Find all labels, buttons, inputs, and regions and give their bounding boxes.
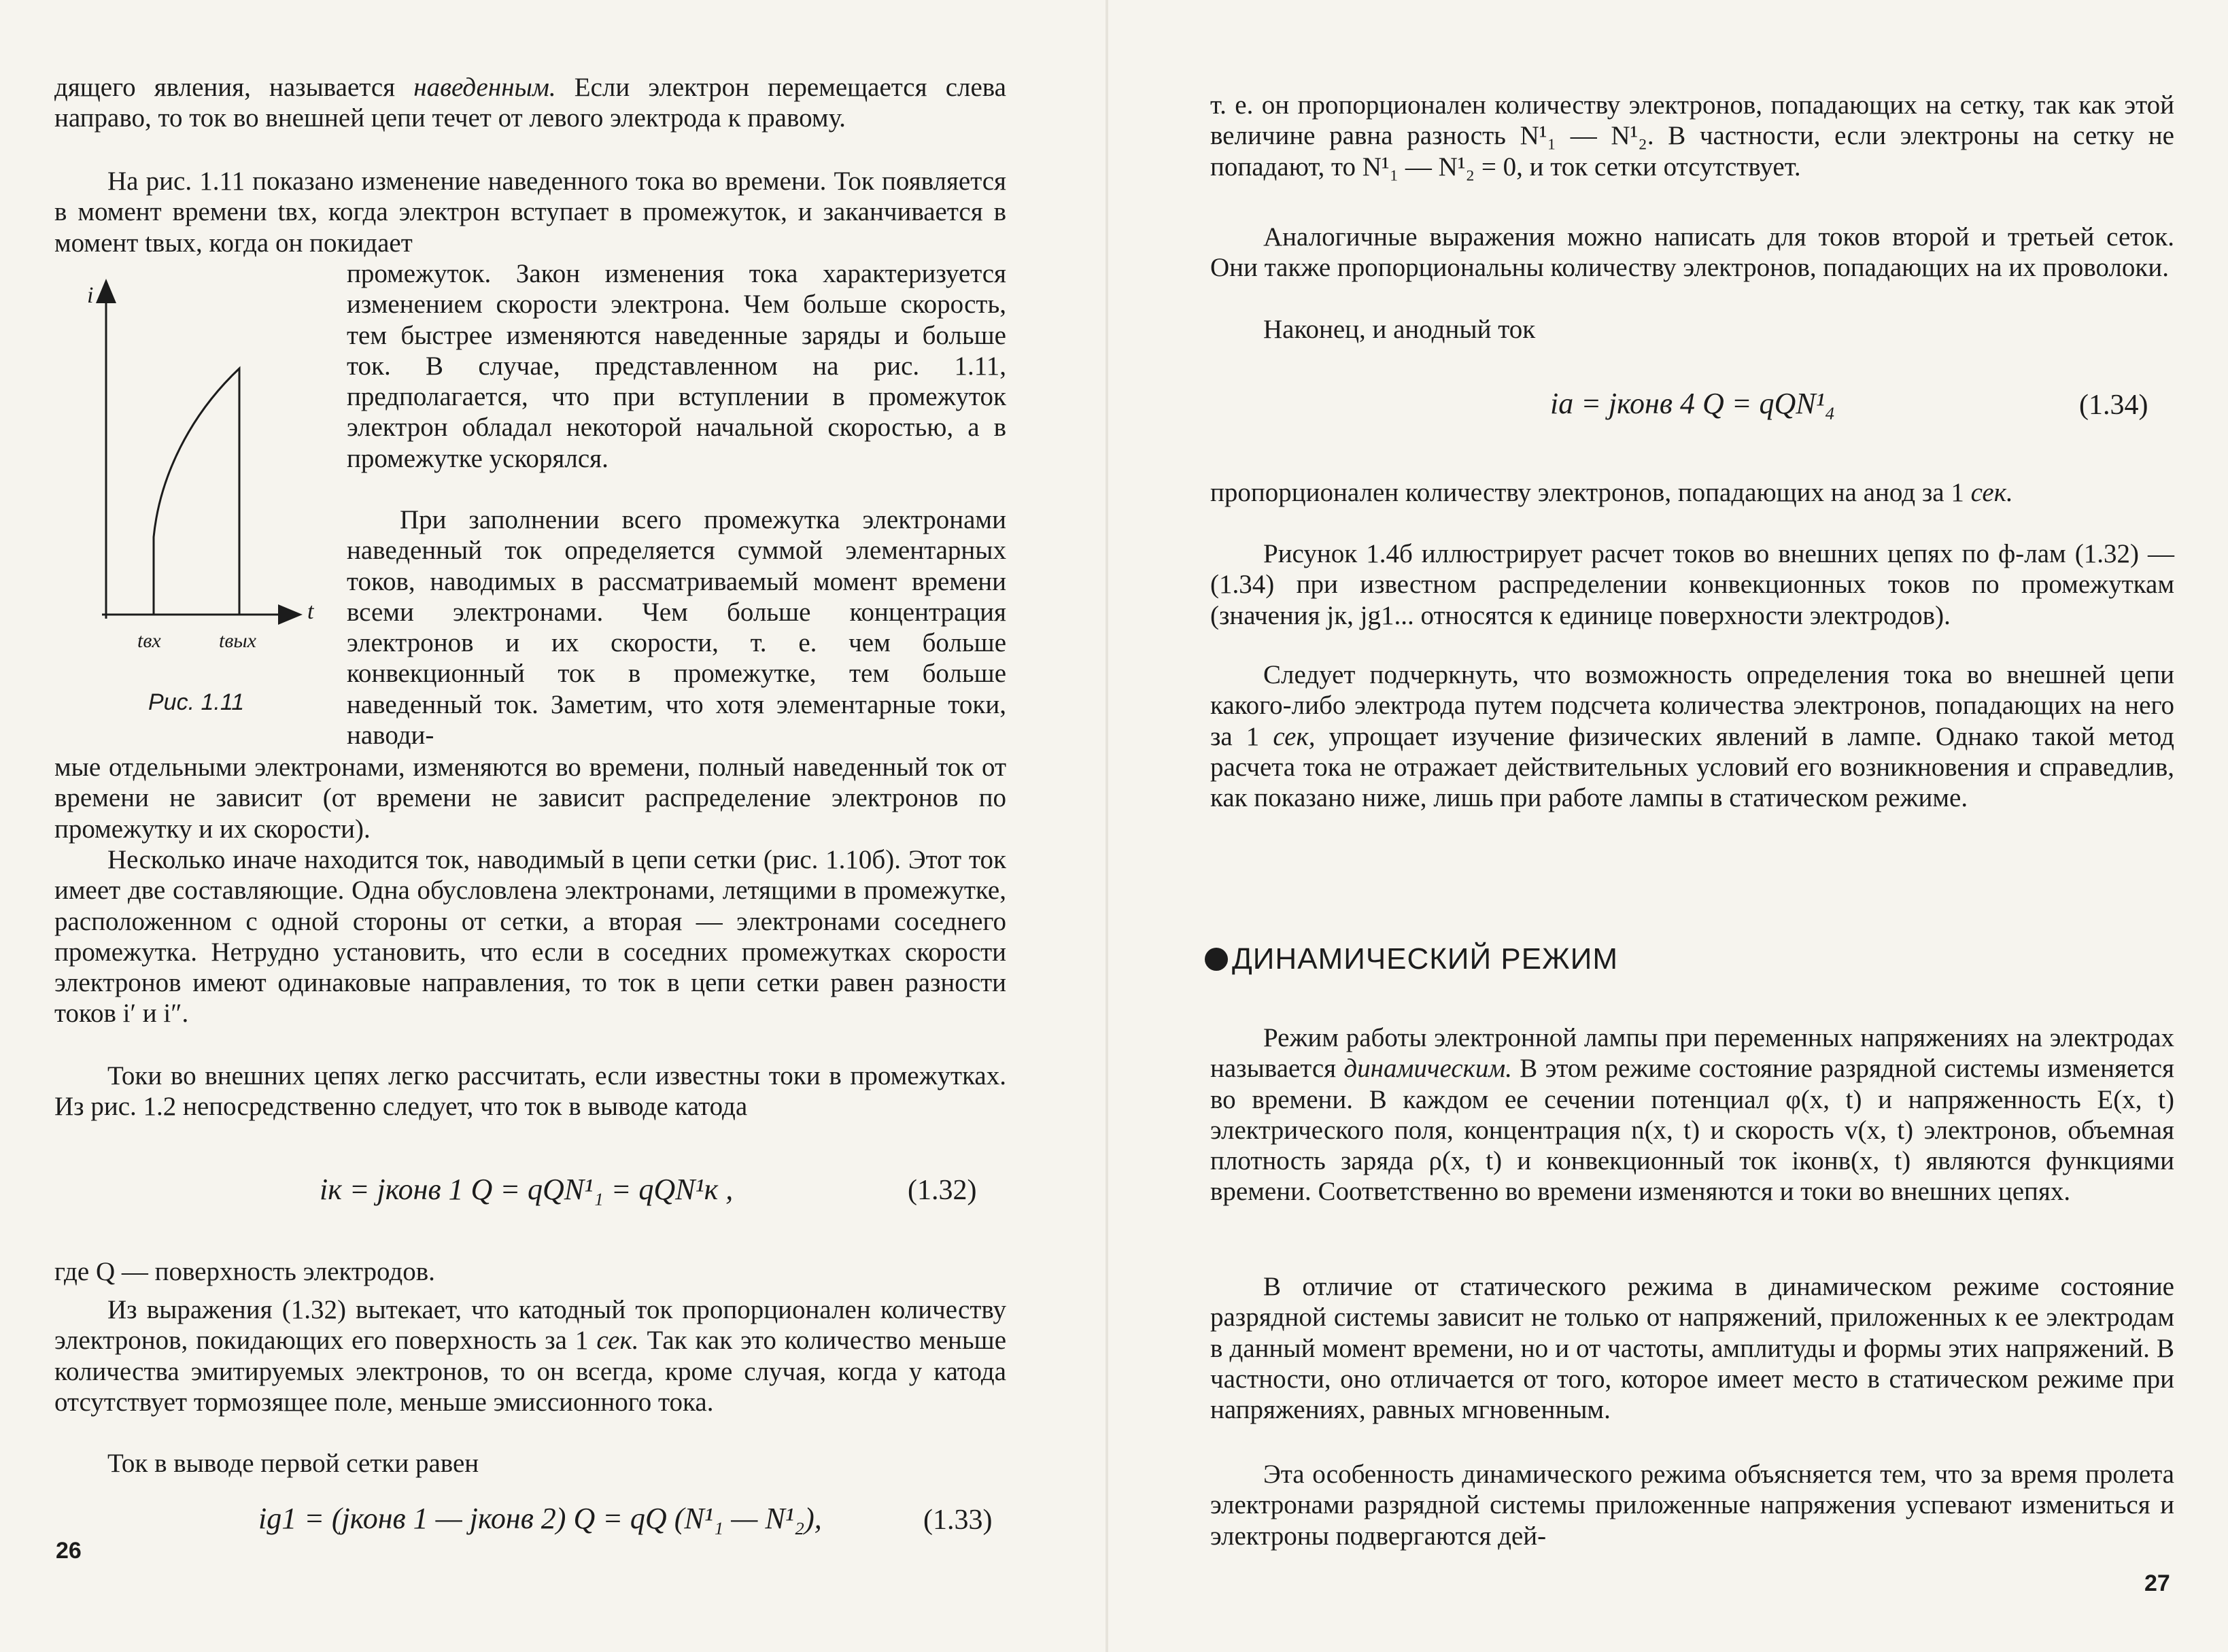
paragraph: Ток в выводе первой сетки равен bbox=[107, 1449, 479, 1478]
bullet-icon bbox=[1205, 948, 1228, 971]
paragraph: Рисунок 1.4б иллюстрирует расчет токов во внешних цепях по ф-лам (1.32) — (1.34) при известном распределении конвекционных токов по промежуткам (значения jк, jg1... относятся к единице поверхности электродов). bbox=[1210, 539, 2174, 630]
paragraph: Токи во внешних цепях легко рассчитать, если известны токи в промежутках. Из рис. 1.2 непосредственно следует, что ток в выводе катода bbox=[54, 1061, 1006, 1122]
page-number: 26 bbox=[56, 1538, 82, 1564]
paragraph: Следует подчеркнуть, что возможность определения тока во внешней цепи какого-либо электрода путем подсчета количества электронов, попадающих на него за 1 сек, упрощает изучение физических явлений в лампе. Однако такой метод расчета тока не отражает действительных условий его возникновения и справедлив, как показано ниже, лишь при работе лампы в статическом режиме. bbox=[1210, 660, 2175, 813]
paragraph: При заполнении всего промежутка электронами наведенный ток определяется суммой элементарных токов, наводимых в рассматриваемый момент времени всеми электронами. Чем больше концентрация электронов и их скорости, т. е. чем больше конвекционный ток в промежутке, тем больше наведенный ток. Заметим, что хотя элементарные токи, наводи- bbox=[347, 505, 1006, 751]
book-gutter bbox=[1106, 0, 1108, 1652]
paragraph: Режим работы электронной лампы при переменных напряжениях на электродах называется динамическим. В этом режиме состояние разрядной системы изменяется во времени. В каждом ее сечении потенциал φ(x, t) и напряженность E(x, t) электрического поля, концентрация n(x, t) и скорость v(x, t) электронов, объемная плотность заряда ρ(x, t) и конвекционный ток iконв(x, t) являются функциями времени. Соответственно во времени изменяются и токи во внешних цепях. bbox=[1210, 1023, 2174, 1207]
formula-1-32: iк = jконв 1 Q = qQN¹₁ = qQN¹к , bbox=[320, 1173, 734, 1206]
page-number: 27 bbox=[2144, 1570, 2170, 1596]
paragraph: т. е. он пропорционален количеству электронов, попадающих на сетку, так как этой величине равна разность N¹₁ — N¹₂. В частности, если электроны на сетку не попадают, то N¹₁ — N¹₂ = 0, и ток сетки отсутствует. bbox=[1210, 90, 2174, 182]
paragraph: В отличие от статического режима в динамическом режиме состояние разрядной системы зависит не только от напряжений, приложенных к ее электродам в данный момент времени, но и от частоты, амплитуды и формы этих напряжений. В частности, оно отличается от того, которое имеет место в статическом режиме при напряжениях, равных мгновенным. bbox=[1210, 1272, 2174, 1425]
paragraph: Из выражения (1.32) вытекает, что катодный ток пропорционален количеству электронов, покидающих его поверхность за 1 сек. Так как это количество меньше количества эмитируемых электронов, то он всегда, кроме случая, когда у катода отсутствует тормозящее поле, меньше эмиссионного тока. bbox=[54, 1295, 1007, 1417]
left-page bbox=[0, 0, 1088, 1652]
section-heading: ДИНАМИЧЕСКИЙ РЕЖИМ bbox=[1205, 942, 1618, 976]
paragraph: Аналогичные выражения можно написать для токов второй и третьей сеток. Они также пропорциональны количеству электронов, попадающих на их проволоки. bbox=[1210, 222, 2174, 283]
paragraph: где Q — поверхность электродов. bbox=[54, 1257, 435, 1286]
tick-t-out: tвых bbox=[219, 630, 256, 652]
paragraph: промежуток. Закон изменения тока характеризуется изменением скорости электрона. Чем больше скорость, тем быстрее изменяются наведенные заряды и больше ток. В случае, представленном на рис. 1.11, предполагается, что при вступлении в промежуток электрон обладал некоторой начальной скоростью, а в промежутке ускорялся. bbox=[347, 259, 1006, 473]
tick-t-in: tвх bbox=[137, 630, 161, 652]
equation-number-1-32: (1.32) bbox=[908, 1175, 977, 1206]
formula-1-33: ig1 = (jконв 1 — jконв 2) Q = qQ (N¹₁ — N¹₂), bbox=[258, 1502, 822, 1535]
y-axis-label: i bbox=[87, 283, 94, 308]
paragraph: мые отдельными электронами, изменяются во времени, полный наведенный ток от времени не зависит (от времени не зависит распределение электронов по промежутку и их скорости). bbox=[54, 753, 1006, 844]
paragraph: Несколько иначе находится ток, наводимый в цепи сетки (рис. 1.10б). Этот ток имеет две составляющие. Одна обусловлена электронами, летящими в промежутке, расположенном с одной стороны от сетки, а вторая — электронами соседнего промежутка. Нетрудно установить, что если в соседних промежутках скорости электронов имеют одинаковые направления, то ток в цепи сетки равен разности токов i′ и i″. bbox=[54, 845, 1006, 1029]
figure-1-11 bbox=[61, 272, 333, 666]
x-axis-label: t bbox=[307, 599, 314, 624]
paragraph: пропорционален количеству электронов, попадающих на анод за 1 сек. bbox=[1210, 478, 2013, 507]
induced-current-curve bbox=[154, 368, 239, 615]
equation-number-1-33: (1.33) bbox=[923, 1504, 993, 1536]
equation-number-1-34: (1.34) bbox=[2079, 390, 2148, 421]
paragraph: дящего явления, называется наведенным. Если электрон перемещается слева направо, то ток во внешней цепи течет от левого электрода к правому. bbox=[54, 73, 1006, 133]
paragraph: На рис. 1.11 показано изменение наведенного тока во времени. Ток появляется в момент времени tвх, когда электрон вступает в промежуток, и заканчивается в момент tвых, когда он покидает bbox=[54, 167, 1006, 258]
formula-1-34: ia = jконв 4 Q = qQN¹₄ bbox=[1550, 387, 1836, 420]
figure-caption: Рис. 1.11 bbox=[148, 689, 245, 715]
paragraph: Наконец, и анодный ток bbox=[1263, 315, 1536, 344]
paragraph: Эта особенность динамического режима объясняется тем, что за время пролета электронами разрядной системы приложенные напряжения успевают измениться и электроны подвергаются дей- bbox=[1210, 1460, 2174, 1551]
right-page bbox=[1115, 0, 2228, 1652]
